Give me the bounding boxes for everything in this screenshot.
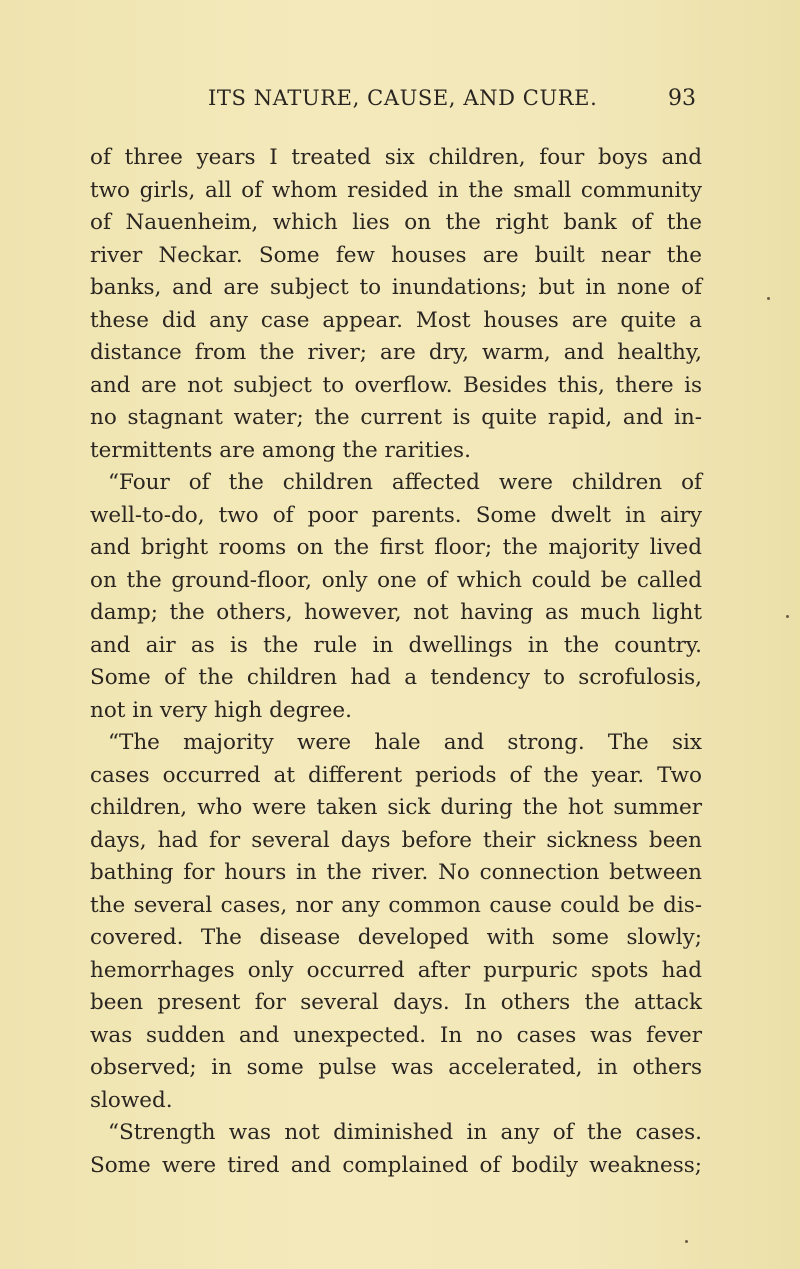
text-line: children, who were taken sick during the hot summer (90, 795, 702, 820)
paragraph-start-line: “The majority were hale and strong. The six (108, 730, 702, 755)
text-line: two girls, all of whom resided in the small community (90, 177, 702, 203)
text-line: not in very high degree. (90, 697, 352, 723)
text-line: the several cases, nor any common cause could be dis- (90, 892, 702, 918)
text-line: these did any case appear. Most houses are quite a (90, 307, 702, 333)
running-head (0, 86, 800, 118)
text-line: covered. The disease developed with some slowly; (90, 925, 702, 950)
text-line: was sudden and unexpected. In no cases was fever (90, 1022, 702, 1048)
paper-speck (685, 1240, 688, 1243)
text-line: no stagnant water; the current is quite rapid, and in- (90, 405, 702, 430)
text-line: days, had for several days before their sickness been (90, 827, 702, 853)
text-line: slowed. (90, 1087, 173, 1113)
running-title: ITS NATURE, CAUSE, AND CURE. (208, 86, 598, 110)
text-line: observed; in some pulse was accelerated, in others (90, 1055, 702, 1080)
text-line: cases occurred at different periods of the year. Two (90, 762, 702, 788)
text-line: termittents are among the rarities. (90, 437, 471, 463)
page-number: 93 (668, 86, 696, 111)
paper-speck (767, 297, 770, 300)
text-line: of three years I treated six children, four boys and (90, 145, 702, 170)
text-line: and are not subject to overflow. Besides this, there is (90, 372, 702, 398)
text-line: been present for several days. In others the attack (90, 990, 702, 1015)
text-line: Some of the children had a tendency to scrofulosis, (90, 665, 702, 690)
text-line: and bright rooms on the first floor; the majority lived (90, 535, 702, 560)
text-line: hemorrhages only occurred after purpuric spots had (90, 957, 702, 983)
body-text (90, 142, 702, 1182)
text-line: river Neckar. Some few houses are built near the (90, 242, 702, 268)
text-line: distance from the river; are dry, warm, and healthy, (90, 340, 702, 365)
paragraph-start-line: “Four of the children affected were children of (108, 470, 702, 495)
text-line: banks, and are subject to inundations; but in none of (90, 275, 702, 300)
text-line: of Nauenheim, which lies on the right bank of the (90, 210, 702, 235)
text-line: well-to-do, two of poor parents. Some dwelt in airy (90, 502, 702, 528)
text-line: and air as is the rule in dwellings in the country. (90, 632, 702, 658)
text-line: damp; the others, however, not having as much light (90, 600, 702, 625)
text-line: on the ground-floor, only one of which could be called (90, 567, 702, 593)
text-line: bathing for hours in the river. No connection between (90, 860, 702, 885)
paper-speck (786, 615, 789, 618)
text-line: Some were tired and complained of bodily weakness; (90, 1152, 702, 1178)
paragraph-start-line: “Strength was not diminished in any of the cases. (108, 1120, 702, 1145)
